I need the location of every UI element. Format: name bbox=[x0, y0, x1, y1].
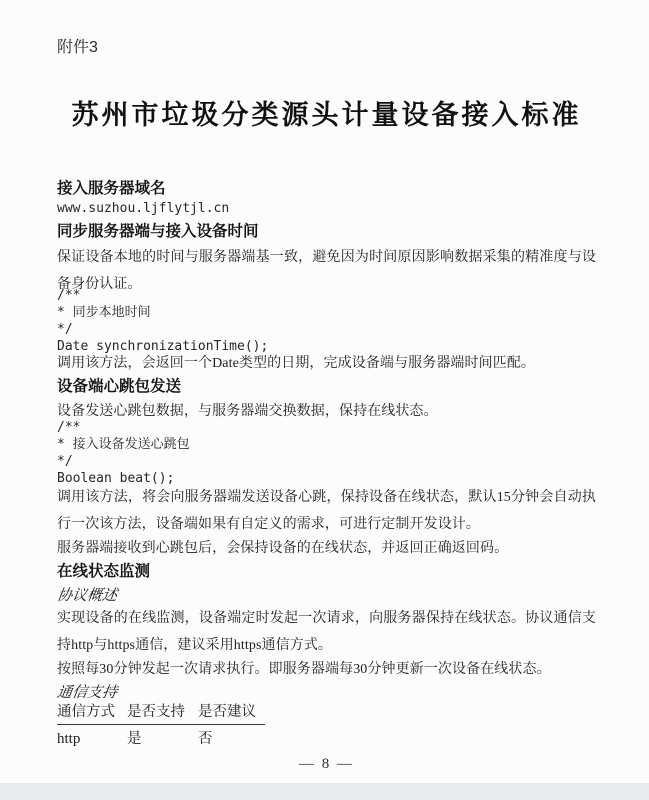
time-sync-intro: 保证设备本地的时间与服务器端基一致，避免因为时间原因影响数据采集的精准度与设备身份认证。 bbox=[57, 250, 596, 292]
heading-online-status: 在线状态监测 bbox=[57, 563, 151, 580]
code-line: /** bbox=[57, 288, 81, 303]
code-line: * 同步本地时间 bbox=[57, 305, 151, 320]
protocol-overview-label: 协议概述 bbox=[55, 587, 119, 604]
code-line: * 接入设备发送心跳包 bbox=[57, 437, 190, 452]
table-header-supported: 是否支持 bbox=[127, 704, 198, 725]
attachment-label: 附件3 bbox=[57, 39, 98, 56]
code-line: Date synchronizationTime(); bbox=[57, 339, 269, 354]
document-title: 苏州市垃圾分类源头计量设备接入标准 bbox=[71, 100, 582, 130]
heading-heartbeat: 设备端心跳包发送 bbox=[57, 378, 182, 395]
code-line: Boolean beat(); bbox=[57, 471, 175, 486]
heartbeat-intro: 设备发送心跳包数据，与服务器端交换数据，保持在线状态。 bbox=[57, 404, 438, 419]
table-header-row bbox=[57, 704, 265, 725]
table-cell-method: http bbox=[57, 731, 81, 747]
server-domain-url: www.suzhou.ljflytjl.cn bbox=[57, 201, 230, 216]
time-sync-note: 调用该方法，会返回一个Date类型的日期，完成设备端与服务器端时间匹配。 bbox=[57, 356, 536, 371]
polling-text: 按照每30分钟发起一次请求执行。即服务器端每30分钟更新一次设备在线状态。 bbox=[57, 662, 551, 677]
table-header-method: 通信方式 bbox=[57, 704, 127, 725]
table-header-recommended: 是否建议 bbox=[198, 704, 265, 725]
code-line: */ bbox=[57, 454, 73, 469]
heartbeat-code-block bbox=[57, 419, 596, 487]
table-cell-recommended: 否 bbox=[198, 731, 213, 747]
page-number: — 8 — bbox=[299, 756, 354, 772]
heading-server-domain: 接入服务器域名 bbox=[57, 180, 166, 197]
code-line: */ bbox=[57, 322, 73, 337]
table-row bbox=[57, 725, 265, 749]
heading-time-sync: 同步服务器端与接入设备时间 bbox=[57, 223, 259, 240]
heartbeat-note-1: 调用该方法，将会向服务器端发送设备心跳，保持设备在线状态，默认15分钟会自动执行一次该方法，设备端如果有自定义的需求，可进行定制开发设计。 bbox=[57, 490, 596, 532]
comm-support-label: 通信支持 bbox=[55, 684, 119, 701]
page-content bbox=[57, 30, 596, 772]
code-line: /** bbox=[57, 420, 81, 435]
heartbeat-note-2: 服务器端接收到心跳包后，会保持设备的在线状态，并返回正确返回码。 bbox=[57, 541, 509, 556]
protocol-overview-text: 实现设备的在线监测，设备端定时发起一次请求，向服务器保持在线状态。协议通信支持http与https通信，建议采用https通信方式。 bbox=[57, 611, 596, 653]
scan-bottom-shadow bbox=[0, 783, 649, 800]
comm-support-table bbox=[57, 704, 265, 748]
table-cell-supported: 是 bbox=[127, 731, 142, 747]
